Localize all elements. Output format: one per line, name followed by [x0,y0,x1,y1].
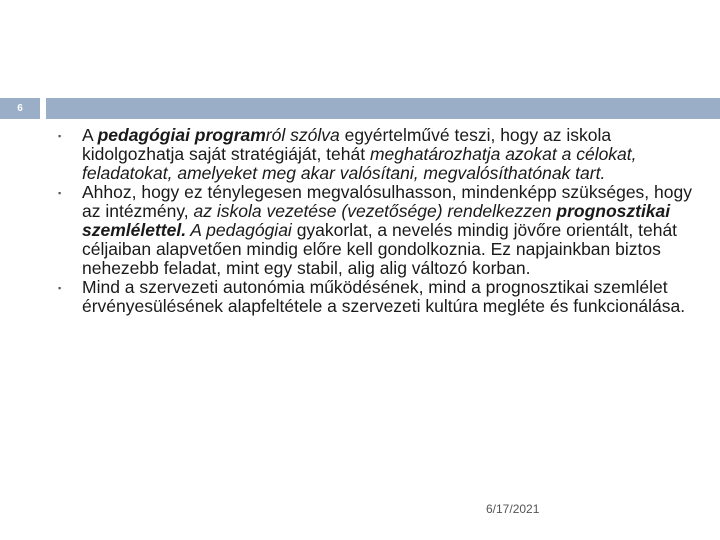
bullet-item [58,278,698,316]
text-segment: prognosztikai szemlélettel. [82,201,671,240]
text-segment: pedagógiai program [97,125,266,145]
header-bar [46,98,720,119]
bullet-marker-icon: ▪ [58,188,62,198]
text-segment: Mind a szervezeti autonómia működésének, mind a prognosztikai szemlélet érvényesülésének alapfeltétele a szervezeti kultúra megléte és funkcionálása. [82,277,686,316]
bullet-item [58,126,698,183]
bullet-list [58,126,698,316]
text-segment: ról szólva [265,125,340,145]
text-segment: gyakorlat, a nevelés mindig jövőre orientált, tehát céljaiban alapvetően mindig előre kell gondolkoznia. Ez napjainkban biztos nehezebb feladat, mint egy stabil, alig alig változó korban. [82,220,678,278]
bullet-marker-icon: ▪ [58,131,62,141]
text-segment: A pedagógiai [186,220,292,240]
text-segment: egyértelművé teszi, hogy az iskola kidolgozhatja saját stratégiáját, tehát [82,125,612,164]
bullet-text [82,126,698,183]
bullet-marker-icon: ▪ [58,283,62,293]
bullet-text [82,183,698,278]
text-segment: az iskola vezetése (vezetősége) rendelkezzen [193,201,557,221]
slide-number: 6 [0,98,40,119]
text-segment: A [82,125,98,145]
footer-date: 6/17/2021 [486,502,540,516]
text-segment: meghatározhatja azokat a célokat, feladatokat, amelyeket meg akar valósítani, megvalósíthatónak tart. [82,144,637,183]
bullet-item [58,183,698,278]
text-segment: Ahhoz, hogy ez ténylegesen megvalósulhasson, mindenképp szükséges, hogy az intézmény, [82,182,692,221]
bullet-text [82,278,698,316]
